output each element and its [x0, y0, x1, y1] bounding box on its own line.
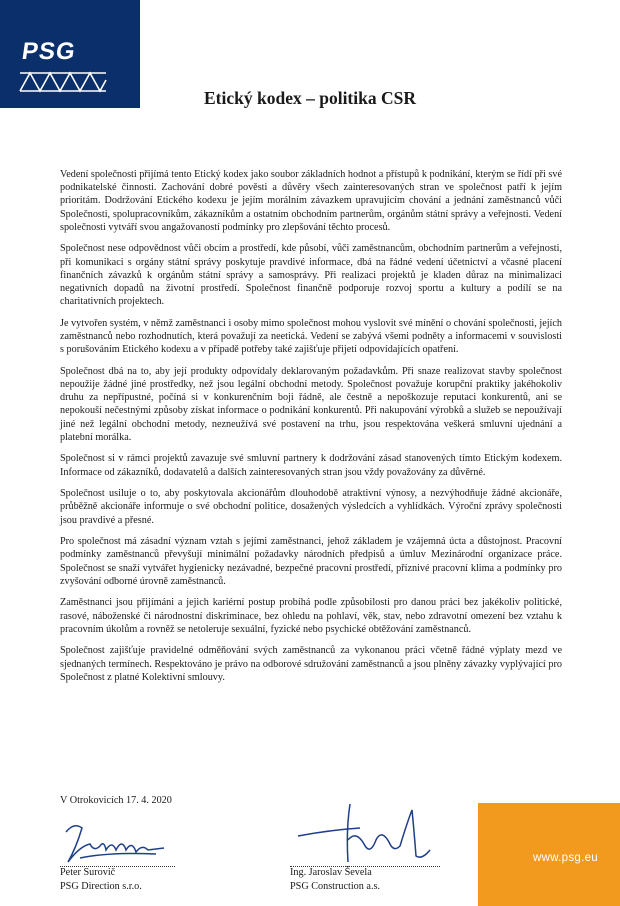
document-body [60, 168, 562, 692]
paragraph: Je vytvořen systém, v němž zaměstnanci i osoby mimo společnost mohou vyslovit své mínění o chování společnosti, jejích zaměstnanců nebo rozhodnutích, která považují za neetická. Vedení se zabývá všemi podněty a informacemi v souvislosti s porušováním Etického kodexu a v případě potřeby také zajišťuje přijetí odpovídajících opatření. [60, 317, 562, 356]
document-title: Etický kodex – politika CSR [204, 88, 416, 108]
paragraph: Pro společnost má zásadní význam vztah s jejími zaměstnanci, jehož základem je vzájemná úcta a důstojnost. Pracovní podmínky zaměstnanců převyšují minimální požadavky národních předpisů a úmluv Mezinárodní organizace práce. Společnost se snaží vytvářet hygienicky nezávadné, bezpečné pracovní prostředí, příznivé pracovní klima a podmínky pro zvyšování odborné úrovně zaměstnanců. [60, 536, 562, 587]
signature-surovic [60, 818, 180, 870]
signatory-1-name: Peter Surovič [60, 867, 116, 878]
footer-orange-block [478, 803, 620, 906]
paragraph: Společnost si v rámci projektů zavazuje své smluvní partnery k dodržování zásad stanovených tímto Etickým kodexem. Informace od zákazníků, dodavatelů a dalších zainteresovaných stran jsou vždy považovány za důvěrné. [60, 453, 562, 478]
signatory-2-company: PSG Construction a.s. [290, 880, 380, 892]
signature-sevela [290, 800, 450, 872]
paragraph: Vedení společnosti přijímá tento Etický kodex jako soubor základních hodnot a přístupů k podnikání, kterým se řídí při své podnikatelské činnosti. Zachování dobré pověsti a důvěry všech zainteresovaných stran ve společnost patří k jejím prioritám. Dodržování Etického kodexu je jejím morálním závazkem upravujícím chování a jednání zaměstnanců vůči Společnosti, spolupracovníkům, zákazníkům a ostatním obchodním partnerům, orgánům státní správy a veřejnosti. Vedení společnosti vytváří svou angažovaností podmínky pro zlepšování těchto procesů. [60, 169, 562, 233]
paragraph: Společnost dbá na to, aby její produkty odpovídaly deklarovaným požadavkům. Při snaze realizovat stavby společnost nepoužije žádné jiné prostředky, než jsou legální obchodní metody. Společnost považuje korupční praktiky jakéhokoliv druhu za nepřípustné, počíná si v konkurenčním boji řádně, ale čestně a nepoškozuje reputaci konkurentů, ani se nepokouší nečestnými způsoby získat informace o podnikání konkurentů. Při nakupování výrobků a služeb se nepoužívají jiné než legální obchodní metody, nezneužívá své postavení na trhu, jsou respektována veškerá smluvní ujednání a platební morálka. [60, 365, 562, 443]
signatory-1 [60, 866, 142, 893]
paragraph: Společnost nese odpovědnost vůči obcím a prostředí, kde působí, vůči zaměstnancům, obchodním partnerům a veřejnosti, při komunikaci s orgány státní správy poskytuje pravdivé informace, dbá na řádné vedení účetnictví a včasné placení finančních závazků k orgánům státní správy a samosprávy. Při realizaci projektů je kladen důraz na minimalizaci negativních dopadů na životní prostředí. Společnost finančně podporuje rozvoj sportu a kultury a podílí se na charitativních projektech. [60, 243, 562, 308]
paragraph: Zaměstnanci jsou přijímáni a jejich kariérní postup probíhá podle způsobilosti pro danou práci bez jakékoliv politické, rasové, náboženské či národnostní diskriminace, bez ohledu na pohlaví, věk, stav, nebo zdravotní omezení bez vztahu k pracovním úkolům a rovněž se netoleruje sexuální, fyzické nebo psychické obtěžování zaměstnanců. [60, 597, 562, 635]
psg-logo: PSG [20, 38, 78, 65]
signatory-2-name: Ing. Jaroslav Ševela [290, 867, 372, 878]
website-link[interactable]: www.psg.eu [532, 852, 598, 864]
signatory-2 [290, 866, 380, 893]
paragraph: Společnost usiluje o to, aby poskytovala akcionářům dlouhodobě atraktivní výnosy, a nezvýhodňuje žádné akcionáře, průběžně akcionáře informuje o své obchodní politice, dosažených výsledcích a vyhlídkách. Výroční zprávy společnosti jsou pravdivé a přesné. [60, 488, 562, 526]
signatory-1-company: PSG Direction s.r.o. [60, 880, 142, 892]
place-and-date: V Otrokovicích 17. 4. 2020 [60, 795, 172, 806]
paragraph: Společnost zajišťuje pravidelné odměňování svých zaměstnanců za vykonanou práci včetně řádné výplaty mezd ve sjednaných termínech. Respektováno je právo na odborové sdružování zaměstnanců a jsou plněny závazky vyplývající pro Společnost z platné Kolektivní smlouvy. [60, 645, 562, 683]
